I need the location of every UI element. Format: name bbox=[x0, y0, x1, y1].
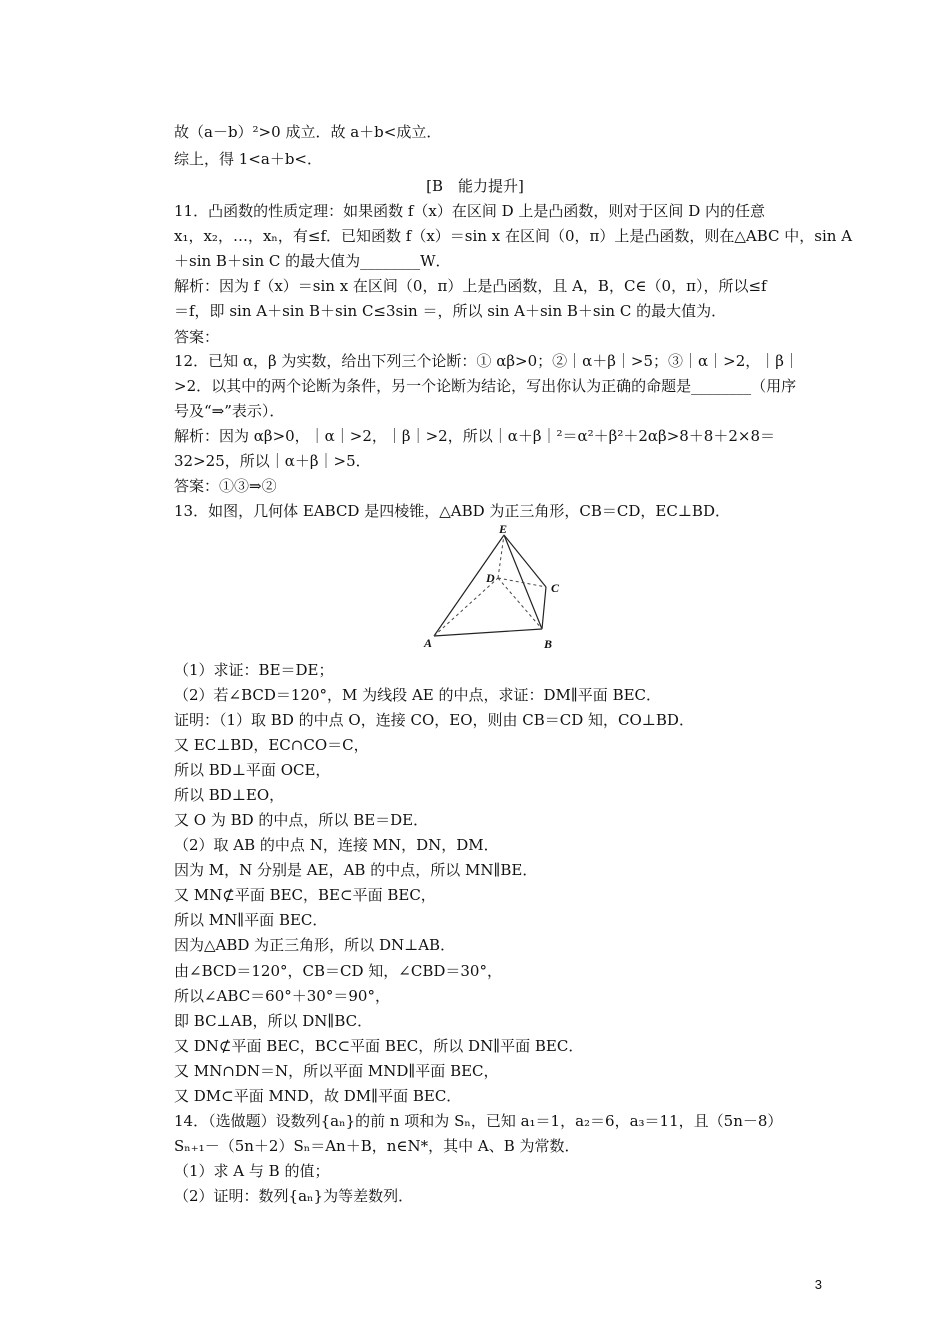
proof-line: 由∠BCD＝120°，CB＝CD 知，∠CBD＝30°， bbox=[174, 962, 502, 980]
question-12-solution: 32>25，所以｜α＋β｜>5． bbox=[174, 452, 371, 470]
edge-ec bbox=[504, 535, 546, 587]
question-11-answer: 答案： bbox=[174, 328, 220, 346]
proof-line: 又 MN⊄平面 BEC，BE⊂平面 BEC， bbox=[174, 886, 436, 904]
proof-line: 又 EC⊥BD，EC∩CO＝C， bbox=[174, 736, 369, 754]
vertex-label-d: D bbox=[486, 571, 495, 585]
question-14-line: 14．（选做题）设数列{aₙ}的前 n 项和为 Sₙ，已知 a₁＝1，a₂＝6，a₃＝11，且（5n－8） bbox=[174, 1112, 783, 1130]
proof-line: 所以 BD⊥EO， bbox=[174, 786, 285, 804]
section-title: [B 能力提升] bbox=[426, 177, 524, 195]
proof-line: 因为 M，N 分别是 AE，AB 的中点，所以 MN∥BE． bbox=[174, 861, 538, 879]
question-13-part: （1）求证：BE＝DE； bbox=[174, 661, 334, 679]
proof-line: 即 BC⊥AB，所以 DN∥BC． bbox=[174, 1012, 373, 1030]
question-11-line: x₁，x₂，…，xₙ，有≤f．已知函数 f（x）＝sin x 在区间（0，π）上是凸函数，则在△ABC 中，sin A bbox=[174, 227, 853, 245]
question-13-part: （2）若∠BCD＝120°，M 为线段 AE 的中点，求证：DM∥平面 BEC． bbox=[174, 686, 662, 704]
edge-ab bbox=[434, 629, 542, 636]
text-line: 故（a－b）²>0 成立．故 a＋b<成立． bbox=[174, 123, 442, 141]
question-14-line: Sₙ₊₁－（5n＋2）Sₙ＝An＋B，n∈N*，其中 A、B 为常数． bbox=[174, 1137, 580, 1155]
edge-eb bbox=[504, 535, 542, 629]
question-11-solution: 解析：因为 f（x）＝sin x 在区间（0，π）上是凸函数，且 A，B，C∈（0，π），所以≤f bbox=[174, 277, 767, 295]
edge-ea bbox=[434, 535, 504, 636]
question-12-line: 号及“⇒”表示）． bbox=[174, 402, 285, 420]
question-12-line: >2．以其中的两个论断为条件，另一个论断为结论，写出你认为正确的命题是________（用序 bbox=[174, 377, 797, 395]
proof-line: 所以 BD⊥平面 OCE， bbox=[174, 761, 331, 779]
question-13-intro: 13．如图，几何体 EABCD 是四棱锥，△ABD 为正三角形，CB＝CD，EC⊥BD． bbox=[174, 502, 730, 520]
text-line: 综上，得 1<a＋b<． bbox=[174, 150, 322, 168]
proof-line: 所以∠ABC＝60°＋30°＝90°， bbox=[174, 987, 390, 1005]
question-11-solution: ＝f，即 sin A＋sin B＋sin C≤3sin ＝，所以 sin A＋sin B＋sin C 的最大值为． bbox=[174, 302, 727, 320]
edge-ad-hidden bbox=[434, 578, 498, 636]
proof-line: 所以 MN∥平面 BEC． bbox=[174, 911, 328, 929]
vertex-label-c: C bbox=[551, 581, 560, 595]
proof-line: 因为△ABD 为正三角形，所以 DN⊥AB． bbox=[174, 936, 456, 954]
proof-line: （2）取 AB 的中点 N，连接 MN，DN，DM． bbox=[174, 836, 499, 854]
proof-line: 又 DM⊂平面 MND，故 DM∥平面 BEC． bbox=[174, 1087, 462, 1105]
vertex-label-b: B bbox=[544, 637, 553, 651]
question-14-part: （1）求 A 与 B 的值； bbox=[174, 1162, 330, 1180]
vertex-label-a: A bbox=[424, 636, 433, 650]
proof-line: 又 DN⊄平面 BEC，BC⊂平面 BEC，所以 DN∥平面 BEC． bbox=[174, 1037, 584, 1055]
edge-db-hidden bbox=[498, 578, 542, 629]
proof-line: 又 O 为 BD 的中点，所以 BE＝DE． bbox=[174, 811, 429, 829]
question-12-line: 12．已知 α，β 为实数，给出下列三个论断：① αβ>0；②｜α＋β｜>5；③｜α｜>2，｜β｜ bbox=[174, 352, 799, 370]
pyramid-figure bbox=[418, 521, 568, 656]
proof-line: 又 MN∩DN＝N，所以平面 MND∥平面 BEC， bbox=[174, 1062, 499, 1080]
vertex-label-e: E bbox=[499, 522, 508, 536]
question-11-line: ＋sin B＋sin C 的最大值为________W． bbox=[174, 252, 451, 270]
question-12-answer: 答案：①③⇒② bbox=[174, 477, 277, 495]
question-12-solution: 解析：因为 αβ>0，｜α｜>2，｜β｜>2，所以｜α＋β｜²＝α²＋β²＋2αβ>8＋8＋2×8＝ bbox=[174, 427, 776, 445]
question-14-part: （2）证明：数列{aₙ}为等差数列． bbox=[174, 1187, 414, 1205]
page-number: 3 bbox=[814, 1277, 822, 1292]
edge-bc bbox=[542, 587, 546, 629]
proof-line: 证明：（1）取 BD 的中点 O，连接 CO，EO，则由 CB＝CD 知，CO⊥BD． bbox=[174, 711, 694, 729]
question-11-line: 11．凸函数的性质定理：如果函数 f（x）在区间 D 上是凸函数，则对于区间 D 内的任意 bbox=[174, 202, 765, 220]
